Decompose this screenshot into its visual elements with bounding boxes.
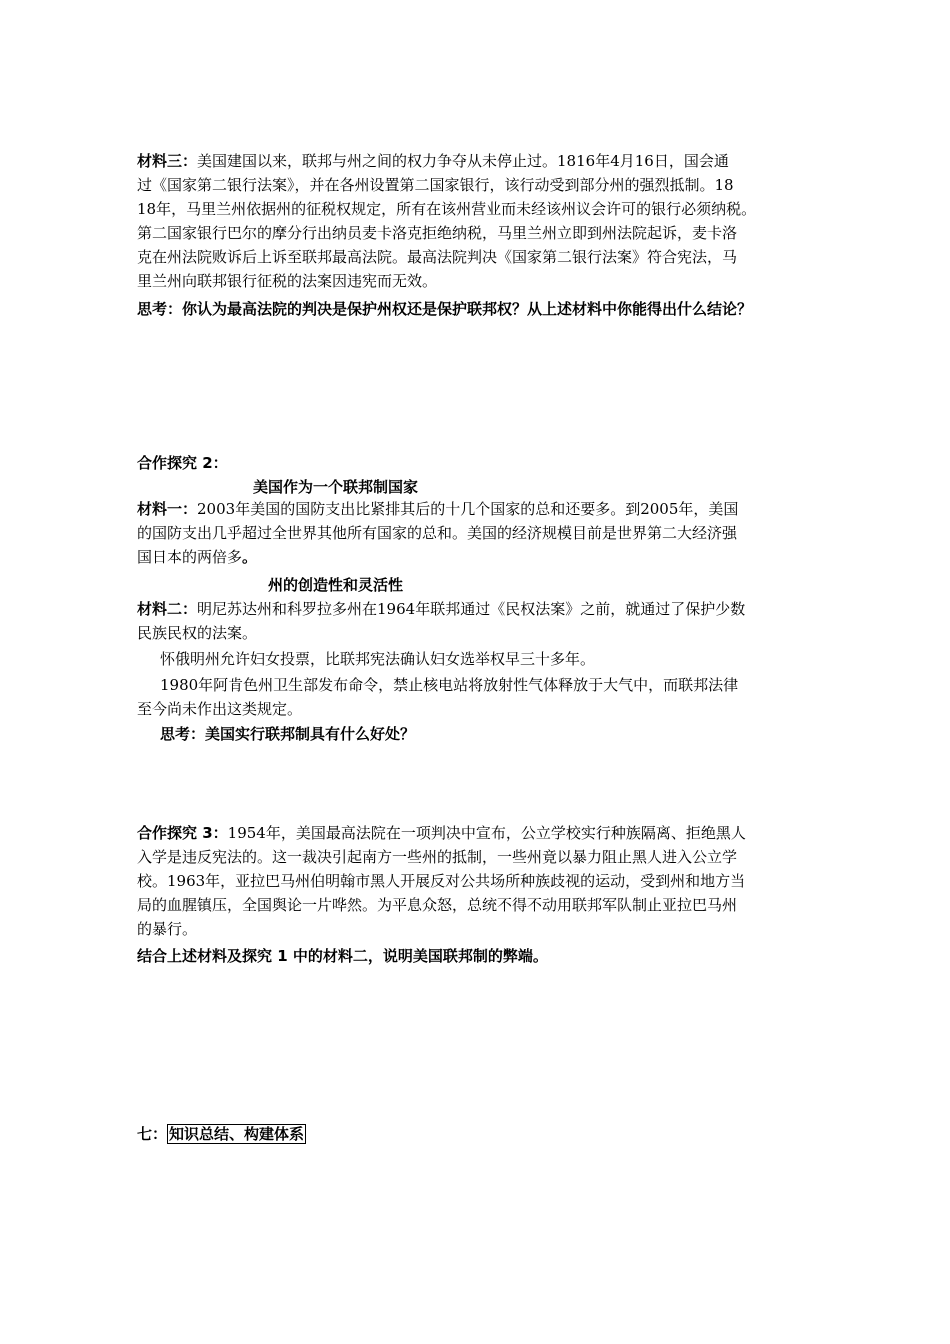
coop3-title: 合作探究 3：: [137, 824, 228, 842]
coop2-material1-label: 材料一：: [137, 500, 198, 518]
coop3-task: 结合上述材料及探究 1 中的材料二，说明美国联邦制的弊端。: [137, 947, 548, 965]
coop2-material1-line-1: [137, 497, 738, 521]
coop2-material2-line-3: 怀俄明州允许妇女投票，比联邦宪法确认妇女选举权早三十多年。: [160, 650, 596, 668]
coop3-line-1: [137, 821, 746, 845]
coop2-material2-label: 材料二：: [137, 600, 198, 618]
coop2-material1-text-3: 国日本的两倍多: [137, 548, 243, 566]
coop3-line-4: 局的血腥镇压，全国舆论一片哗然。为平息众怒，总统不得不动用联邦军队制止亚拉巴马州: [137, 896, 738, 914]
section7-boxed-title: 知识总结、构建体系: [169, 1125, 305, 1143]
coop2-think-question: 思考：美国实行联邦制具有什么好处？: [160, 725, 416, 743]
material3-think-question: 思考：你认为最高法院的判决是保护州权还是保护联邦权？从上述材料中你能得出什么结论？: [137, 300, 753, 318]
material3-line-2: 过《国家第二银行法案》，并在各州设置第二国家银行，该行动受到部分州的强烈抵制。18: [137, 176, 734, 194]
coop2-material1-period: 。: [242, 548, 258, 566]
coop2-material2-line-4: 1980年阿肯色州卫生部发布命令，禁止核电站将放射性气体释放于大气中，而联邦法律: [160, 676, 739, 694]
coop3-line-3: 校。1963年，亚拉巴马州伯明翰市黑人开展反对公共场所种族歧视的运动，受到州和地方当: [137, 872, 746, 890]
material3-line-3: 18年，马里兰州依据州的征税权规定，所有在该州营业而未经该州议会许可的银行必须纳税。: [137, 200, 757, 218]
section7-heading: [137, 1122, 306, 1146]
coop2-title: 合作探究 2：: [137, 454, 228, 472]
coop2-subtitle-federal: 美国作为一个联邦制国家: [253, 478, 419, 496]
coop3-text-1: 1954年，美国最高法院在一项判决中宣布，公立学校实行种族隔离、拒绝黑人: [227, 824, 746, 842]
material3-line-1: [137, 149, 729, 173]
coop2-material2-line-1: [137, 597, 745, 621]
section7-label: 七：: [137, 1125, 168, 1143]
coop2-material2-line-2: 民族民权的法案。: [137, 624, 258, 642]
coop3-line-5: 的暴行。: [137, 920, 198, 938]
material3-line-6: 里兰州向联邦银行征税的法案因违宪而无效。: [137, 272, 438, 290]
coop2-material1-line-2: 的国防支出几乎超过全世界其他所有国家的总和。美国的经济规模目前是世界第二大经济强: [137, 524, 738, 542]
coop2-material2-text-1: 明尼苏达州和科罗拉多州在1964年联邦通过《民权法案》之前，就通过了保护少数: [197, 600, 746, 618]
coop2-material1-line-3: [137, 545, 257, 569]
material3-line-4: 第二国家银行巴尔的摩分行出纳员麦卡洛克拒绝纳税，马里兰州立即到州法院起诉，麦卡洛: [137, 224, 738, 242]
coop2-subtitle-states: 州的创造性和灵活性: [268, 576, 404, 594]
coop2-material1-text-1: 2003年美国的国防支出比紧排其后的十几个国家的总和还要多。到2005年，美国: [197, 500, 739, 518]
coop3-line-2: 入学是违反宪法的。这一裁决引起南方一些州的抵制，一些州竟以暴力阻止黑人进入公立学: [137, 848, 738, 866]
material3-label: 材料三：: [137, 152, 198, 170]
material3-text-1: 美国建国以来，联邦与州之间的权力争夺从未停止过。1816年4月16日，国会通: [197, 152, 729, 170]
coop2-material2-line-5: 至今尚未作出这类规定。: [137, 700, 303, 718]
material3-line-5: 克在州法院败诉后上诉至联邦最高法院。最高法院判决《国家第二银行法案》符合宪法，马: [137, 248, 738, 266]
